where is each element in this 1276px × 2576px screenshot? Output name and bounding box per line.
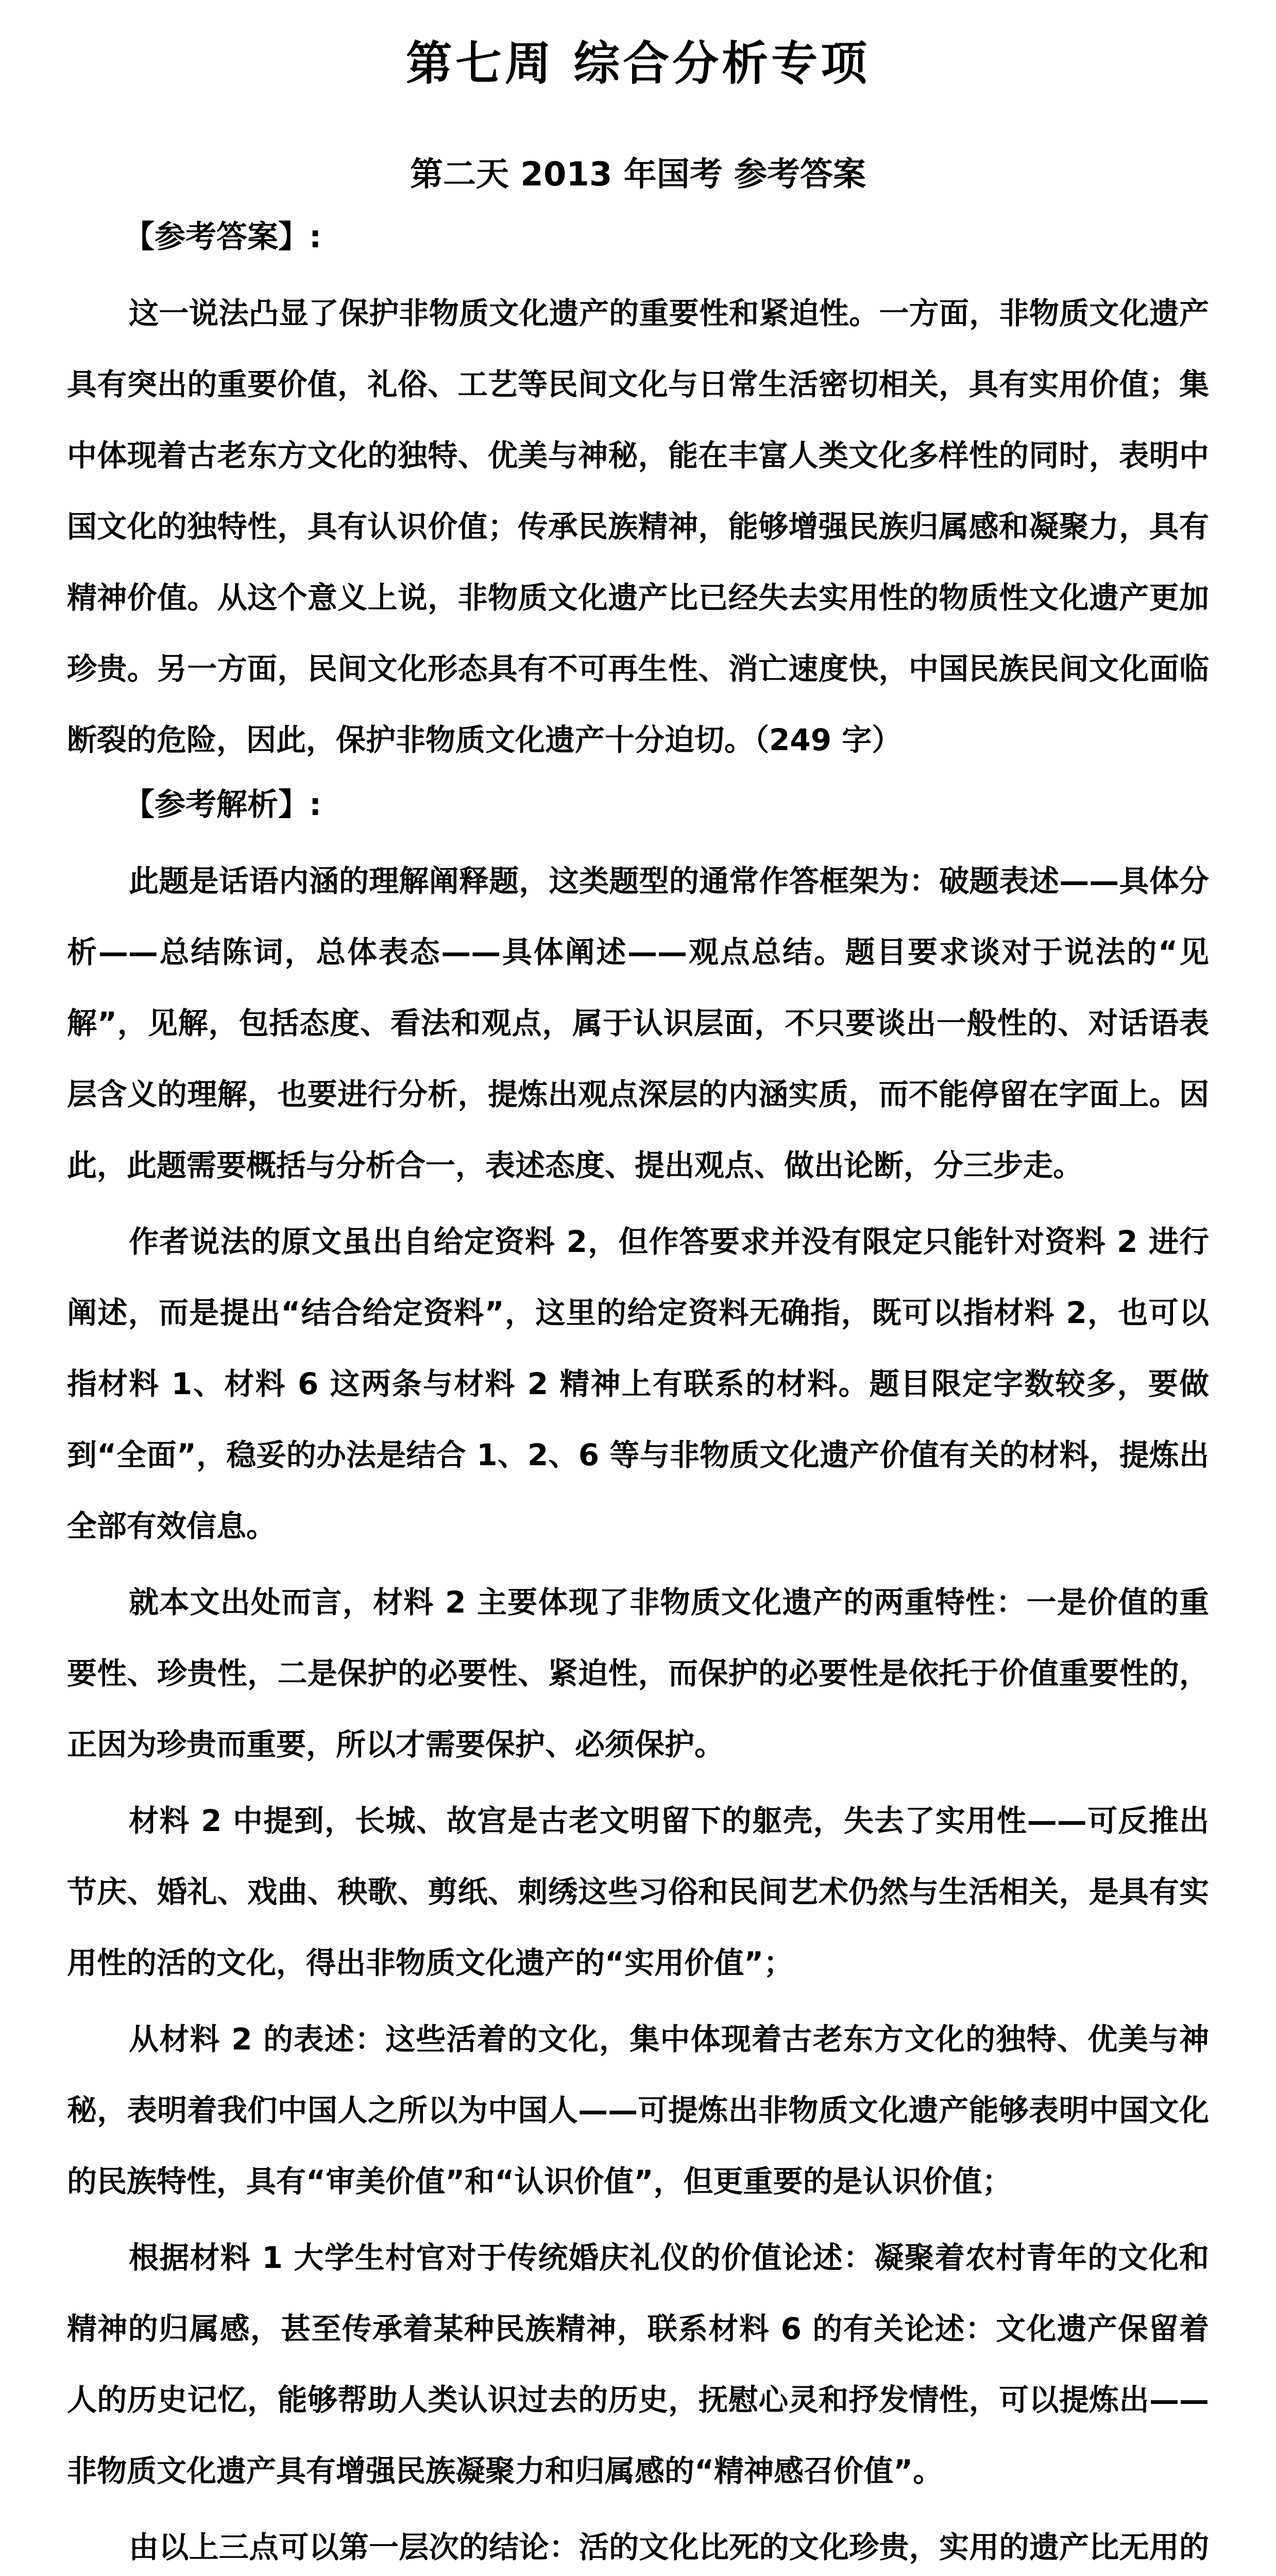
analysis-paragraph: 根据材料 1 大学生村官对于传统婚庆礼仪的价值论述：凝聚着农村青年的文化和精神的归属感，甚至传承着某种民族精神，联系材料 6 的有关论述：文化遗产保留着人的历史记忆，能够帮助人类认识过去的历史，抚慰心灵和抒发情性，可以提炼出——非物质文化遗产具有增强民族凝聚力和归属感的“精神感召价值”。 [67,2240,1209,2489]
analysis-paragraph: 作者说法的原文虽出自给定资料 2，但作答要求并没有限定只能针对资料 2 进行阐述，而是提出“结合给定资料”，这里的给定资料无确指，既可以指材料 2，也可以指材料 1、材料 6 这两条与材料 2 精神上有联系的材料。题目限定字数较多，要做到“全面”，稳妥的办法是结合 1、2、6 等与非物质文化遗产价值有关的材料，提炼出全部有效信息。 [67,1224,1209,1544]
page-subtitle: 第二天 2013 年国考 参考答案 [410,156,866,194]
analysis-paragraph: 就本文出处而言，材料 2 主要体现了非物质文化遗产的两重特性：一是价值的重要性、珍贵性，二是保护的必要性、紧迫性，而保护的必要性是依托于价值重要性的，正因为珍贵而重要，所以才需要保护、必须保护。 [67,1585,1209,1762]
answer-label: 【参考答案】: [124,219,321,256]
analysis-paragraph: 此题是话语内涵的理解阐释题，这类题型的通常作答框架为：破题表述——具体分析——总结陈词，总体表态——具体阐述——观点总结。题目要求谈对于说法的“见解”，见解，包括态度、看法和观点，属于认识层面，不只要谈出一般性的、对话语表层含义的理解，也要进行分析，提炼出观点深层的内涵实质，而不能停留在字面上。因此，此题需要概括与分析合一，表述态度、提出观点、做出论断，分三步走。 [67,863,1209,1183]
answer-section [67,217,1209,775]
analysis-section [67,785,1209,2576]
analysis-paragraph: 材料 2 中提到，长城、故宫是古老文明留下的躯壳，失去了实用性——可反推出节庆、婚礼、戏曲、秧歌、剪纸、刺绣这些习俗和民间艺术仍然与生活相关，是具有实用性的活的文化，得出非物质文化遗产的“实用价值”； [67,1803,1209,1981]
analysis-label: 【参考解析】: [124,787,321,823]
analysis-paragraph: 从材料 2 的表述：这些活着的文化，集中体现着古老东方文化的独特、优美与神秘，表明着我们中国人之所以为中国人——可提炼出非物质文化遗产能够表明中国文化的民族特性，具有“审美价值”和“认识价值”，但更重要的是认识价值； [67,2022,1209,2199]
answer-paragraph: 这一说法凸显了保护非物质文化遗产的重要性和紧迫性。一方面，非物质文化遗产具有突出的重要价值，礼俗、工艺等民间文化与日常生活密切相关，具有实用价值；集中体现着古老东方文化的独特、优美与神秘，能在丰富人类文化多样性的同时，表明中国文化的独特性，具有认识价值；传承民族精神，能够增强民族归属感和凝聚力，具有精神价值。从这个意义上说，非物质文化遗产比已经失去实用性的物质性文化遗产更加珍贵。另一方面，民间文化形态具有不可再生性、消亡速度快，中国民族民间文化面临断裂的危险，因此，保护非物质文化遗产十分迫切。（249 字） [67,296,1209,758]
page-title: 第七周 综合分析专项 [405,37,871,91]
analysis-paragraph: 由以上三点可以第一层次的结论：活的文化比死的文化珍贵，实用的遗产比无用的 [129,2530,1209,2565]
